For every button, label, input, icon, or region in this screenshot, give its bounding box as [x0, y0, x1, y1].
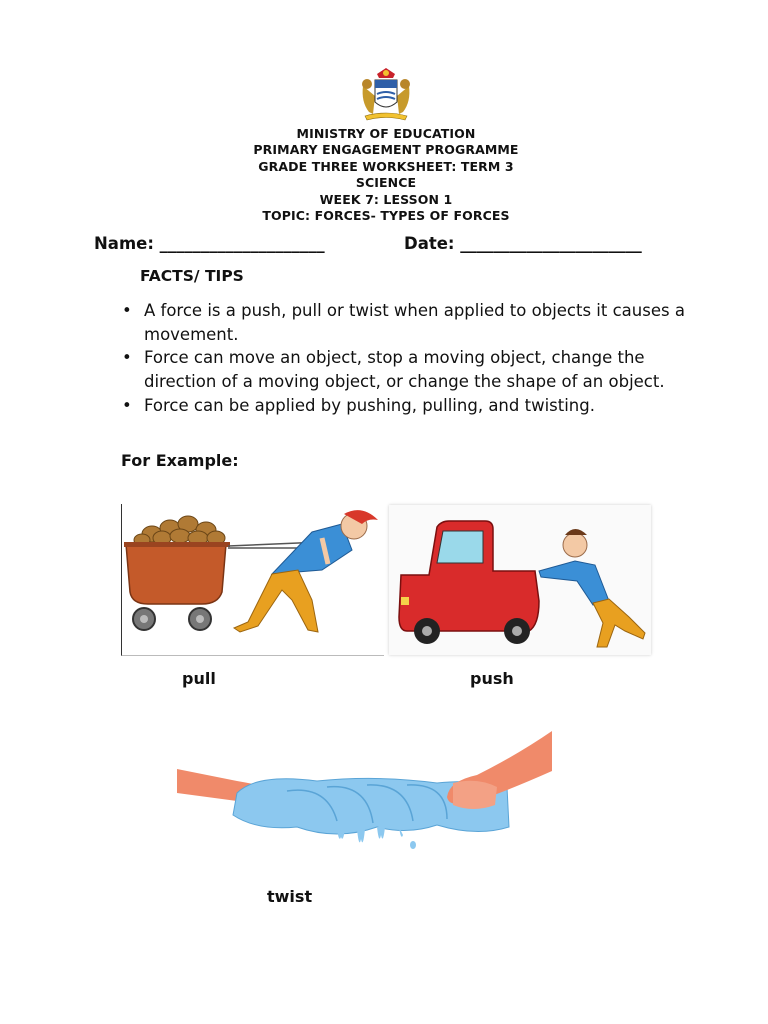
pull-caption: pull	[182, 669, 216, 688]
pull-illustration	[121, 504, 384, 656]
push-illustration	[389, 505, 651, 655]
twist-caption: twist	[267, 887, 313, 906]
subject-line: SCIENCE	[355, 175, 417, 191]
topic-line: TOPIC: FORCES- TYPES OF FORCES	[262, 208, 510, 224]
facts-title: FACTS/ TIPS	[140, 267, 244, 285]
bullet-icon: •	[122, 301, 132, 320]
worksheet-header	[0, 126, 768, 224]
facts-list	[120, 299, 690, 418]
push-caption: push	[470, 669, 514, 688]
coat-of-arms-logo	[357, 66, 415, 122]
list-item: • A force is a push, pull or twist when applied to objects it causes a movement.	[122, 301, 685, 344]
programme-line: PRIMARY ENGAGEMENT PROGRAMME	[253, 142, 519, 158]
bullet-icon: •	[122, 348, 132, 368]
name-field: Name: ____________________	[94, 234, 325, 253]
twist-illustration	[177, 731, 552, 866]
bullet-icon: •	[122, 395, 132, 415]
example-title: For Example:	[121, 451, 239, 470]
date-field: Date: ______________________	[404, 234, 642, 253]
list-item: • Force can be applied by pushing, pulling, and twisting.	[120, 394, 690, 418]
list-item: • Force can move an object, stop a moving object, change the direction of a moving object, or change the shape of an object.	[122, 348, 665, 392]
lesson-line: WEEK 7: LESSON 1	[319, 191, 453, 207]
worksheet-line: GRADE THREE WORKSHEET: TERM 3	[258, 158, 514, 174]
ministry-line: MINISTRY OF EDUCATION	[296, 126, 476, 141]
